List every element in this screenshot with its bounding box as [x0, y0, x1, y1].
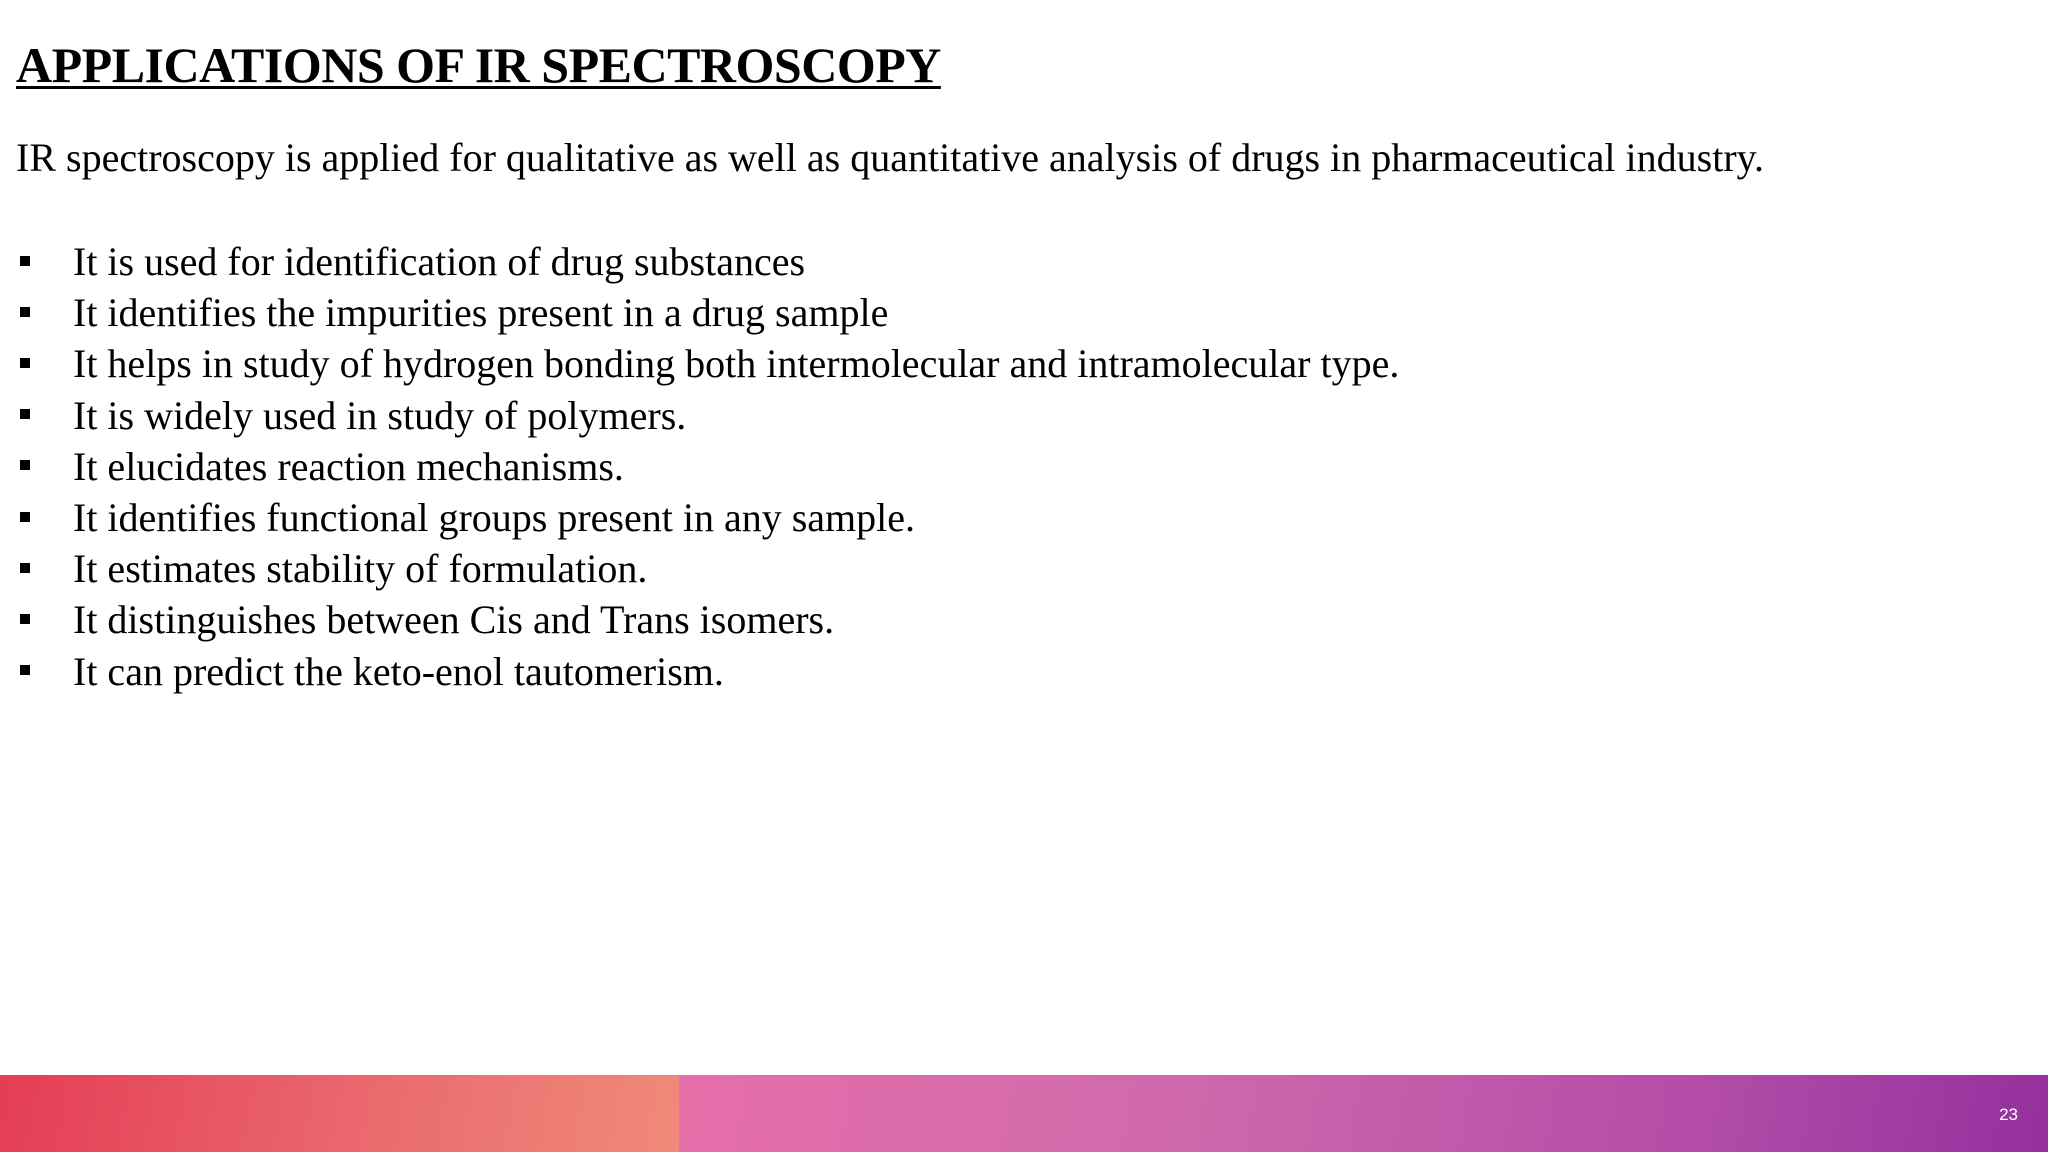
square-bullet-icon	[20, 563, 30, 573]
bullet-item	[16, 543, 1399, 594]
bullet-text: It is widely used in study of polymers.	[73, 392, 687, 438]
bullet-item	[16, 594, 1399, 645]
footer-gradient-right	[679, 1075, 2048, 1152]
square-bullet-icon	[20, 358, 30, 368]
page-number: 23	[1999, 1105, 2018, 1124]
square-bullet-icon	[20, 665, 30, 675]
bullet-item	[16, 646, 1399, 697]
square-bullet-icon	[20, 256, 30, 266]
bullet-item	[16, 287, 1399, 338]
bullet-list	[16, 236, 1399, 697]
bullet-text: It identifies functional groups present in any sample.	[73, 494, 916, 540]
slide-title: APPLICATIONS OF IR SPECTROSCOPY	[16, 37, 941, 93]
square-bullet-icon	[20, 512, 30, 522]
bullet-item	[16, 390, 1399, 441]
footer-gradient-left	[0, 1075, 679, 1152]
bullet-item	[16, 441, 1399, 492]
bullet-text: It helps in study of hydrogen bonding both intermolecular and intramolecular type.	[73, 341, 1400, 387]
bullet-text: It estimates stability of formulation.	[73, 546, 648, 592]
footer-bar	[0, 1075, 2048, 1152]
intro-paragraph: IR spectroscopy is applied for qualitative as well as quantitative analysis of drugs in pharmaceutical industry.	[16, 135, 1765, 180]
bullet-text: It can predict the keto-enol tautomerism.	[73, 648, 724, 694]
bullet-text: It is used for identification of drug substances	[73, 239, 806, 284]
square-bullet-icon	[20, 307, 30, 317]
square-bullet-icon	[20, 409, 30, 419]
bullet-item	[16, 338, 1399, 389]
square-bullet-icon	[20, 460, 30, 470]
bullet-text: It distinguishes between Cis and Trans isomers.	[73, 597, 835, 643]
square-bullet-icon	[20, 614, 30, 624]
bullet-text: It elucidates reaction mechanisms.	[73, 443, 624, 489]
bullet-item	[16, 236, 1399, 287]
bullet-item	[16, 492, 1399, 543]
bullet-text: It identifies the impurities present in a drug sample	[73, 290, 889, 336]
